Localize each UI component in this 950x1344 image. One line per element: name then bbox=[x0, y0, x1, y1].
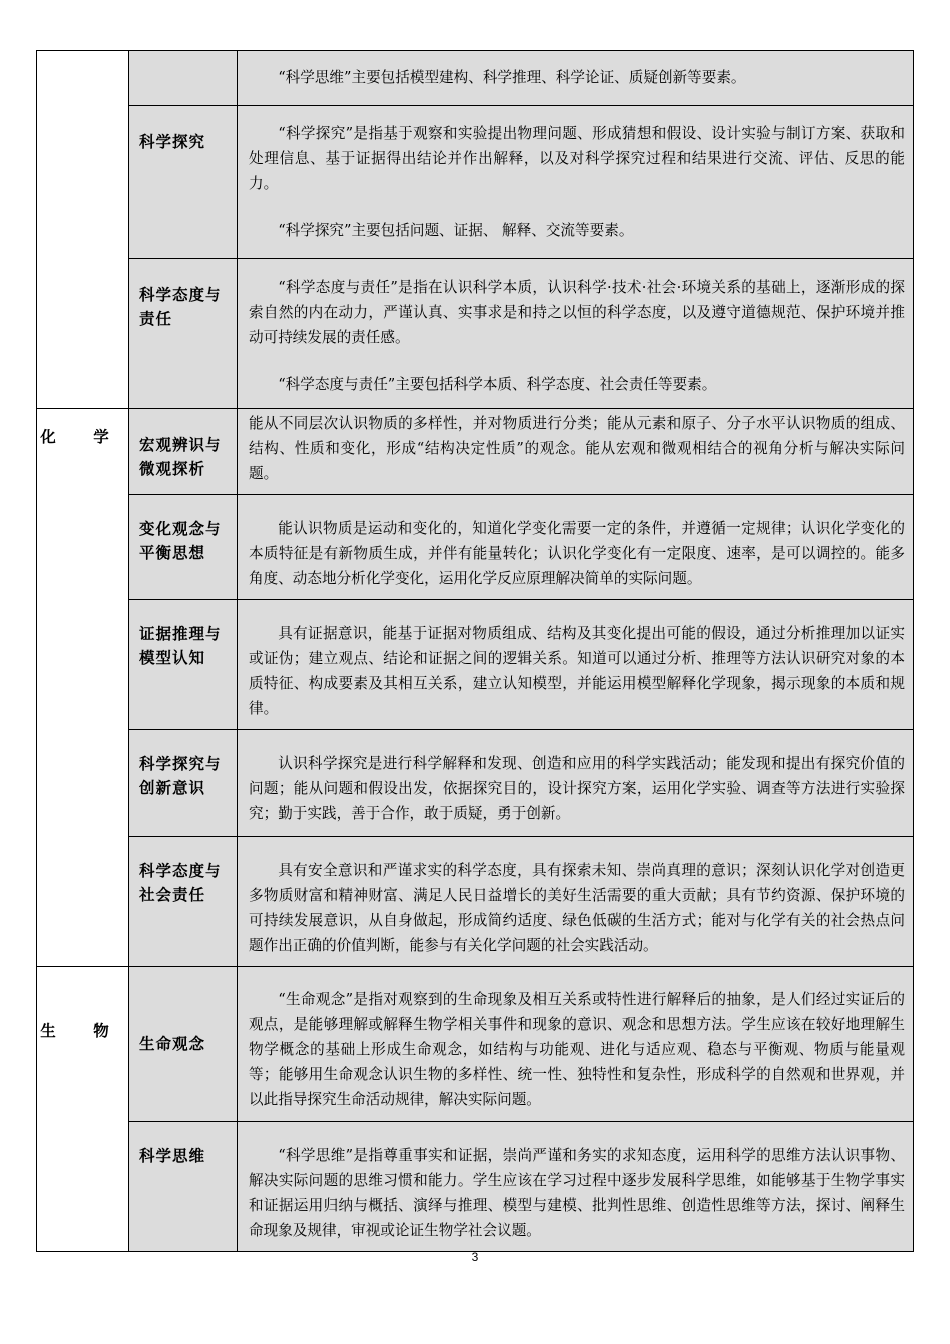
subject-label: 生 物 bbox=[40, 1021, 125, 1040]
competency-name: 科学态度与社会责任 bbox=[139, 861, 222, 904]
desc-paragraph: 具有安全意识和严谨求实的科学态度，具有探索未知、崇尚真理的意识；深刻认识化学对创造更多物质财富和精神财富、满足人民日益增长的美好生活需要的重大贡献；具有节约资源、保护环境的可持续发展意识，从自身做起，形成简约适度、绿色低碳的生活方式；能对与化学有关的社会热点问题作出正确的价值判断，能参与有关化学问题的社会实践活动。 bbox=[249, 862, 905, 954]
table-row bbox=[37, 600, 914, 730]
competency-name: 证据推理与模型认知 bbox=[139, 624, 222, 667]
table-row bbox=[37, 1122, 914, 1252]
competency-name: 宏观辨识与微观探析 bbox=[139, 435, 222, 478]
desc-paragraph: 能从不同层次认识物质的多样性，并对物质进行分类；能从元素和原子、分子水平认识物质的组成、结构、性质和变化，形成“结构决定性质”的观念。能从宏观和微观相结合的视角分析与解决实际问题。 bbox=[249, 415, 905, 482]
subject-label: 化 学 bbox=[40, 427, 125, 446]
subject-cell-chemistry bbox=[37, 409, 129, 967]
competency-name: 科学探究与创新意识 bbox=[139, 754, 222, 797]
competency-name: 生命观念 bbox=[139, 1034, 206, 1053]
table-row bbox=[37, 837, 914, 967]
desc-paragraph: “科学态度与责任”是指在认识科学本质，认识科学·技术·社会·环境关系的基础上，逐渐形成的探索自然的内在动力，严谨认真、实事求是和持之以恒的科学态度，以及遵守道德规范、保护环境并推动可持续发展的责任感。 bbox=[249, 279, 905, 346]
desc-paragraph: 认识科学探究是进行科学解释和发现、创造和应用的科学实践活动；能发现和提出有探究价值的问题；能从问题和假设出发，依据探究目的，设计探究方案，运用化学实验、调查等方法进行实验探究；勤于实践，善于合作，敢于质疑，勇于创新。 bbox=[249, 755, 905, 822]
subject-cell-biology bbox=[37, 967, 129, 1252]
competency-name: 变化观念与平衡思想 bbox=[139, 519, 222, 562]
table-row bbox=[37, 495, 914, 600]
competency-name: 科学思维 bbox=[139, 1146, 206, 1165]
competency-name-cell bbox=[129, 51, 238, 106]
page-number: 3 bbox=[471, 1250, 479, 1264]
table-row bbox=[37, 730, 914, 837]
table-row bbox=[37, 259, 914, 409]
competency-name: 科学态度与责任 bbox=[139, 285, 222, 328]
desc-paragraph: “生命观念”是指对观察到的生命现象及相互关系或特性进行解释后的抽象，是人们经过实证后的观点，是能够理解或解释生物学相关事件和现象的意识、观念和思想方法。学生应该在较好地理解生物学概念的基础上形成生命观念，如结构与功能观、进化与适应观、稳态与平衡观、物质与能量观等；能够用生命观念认识生物的多样性、统一性、独特性和复杂性，形成科学的自然观和世界观，并以此指导探究生命活动规律，解决实际问题。 bbox=[249, 991, 905, 1108]
table-row bbox=[37, 967, 914, 1122]
desc-paragraph: “科学态度与责任”主要包括科学本质、科学态度、社会责任等要素。 bbox=[278, 376, 717, 393]
desc-paragraph: “科学探究”主要包括问题、证据、 解释、交流等要素。 bbox=[278, 222, 634, 239]
table-row bbox=[37, 51, 914, 106]
desc-paragraph: 具有证据意识，能基于证据对物质组成、结构及其变化提出可能的假设，通过分析推理加以证实或证伪；建立观点、结论和证据之间的逻辑关系。知道可以通过分析、推理等方法认识研究对象的本质特征、构成要素及其相互关系，建立认知模型，并能运用模型解释化学现象，揭示现象的本质和规律。 bbox=[249, 625, 905, 717]
competency-name: 科学探究 bbox=[139, 132, 206, 151]
table-row bbox=[37, 106, 914, 259]
desc-paragraph: 能认识物质是运动和变化的，知道化学变化需要一定的条件，并遵循一定规律；认识化学变化的本质特征是有新物质生成，并伴有能量转化；认识化学变化有一定限度、速率，是可以调控的。能多角度、动态地分析化学变化，运用化学反应原理解决简单的实际问题。 bbox=[249, 520, 905, 587]
desc-paragraph: “科学探究”是指基于观察和实验提出物理问题、形成猜想和假设、设计实验与制订方案、获取和处理信息、基于证据得出结论并作出解释，以及对科学探究过程和结果进行交流、评估、反思的能力。 bbox=[249, 125, 905, 192]
competency-table bbox=[36, 50, 914, 1252]
subject-cell-physics bbox=[37, 51, 129, 409]
desc-paragraph: “科学思维”是指尊重事实和证据，崇尚严谨和务实的求知态度，运用科学的思维方法认识事物、解决实际问题的思维习惯和能力。学生应该在学习过程中逐步发展科学思维，如能够基于生物学事实和证据运用归纳与概括、演绎与推理、模型与建模、批判性思维、创造性思维等方法，探讨、阐释生命现象及规律，审视或论证生物学社会议题。 bbox=[249, 1147, 905, 1239]
competency-desc-cell bbox=[238, 51, 914, 106]
desc-paragraph: “科学思维”主要包括模型建构、科学推理、科学论证、质疑创新等要素。 bbox=[278, 69, 746, 86]
table-row bbox=[37, 409, 914, 495]
